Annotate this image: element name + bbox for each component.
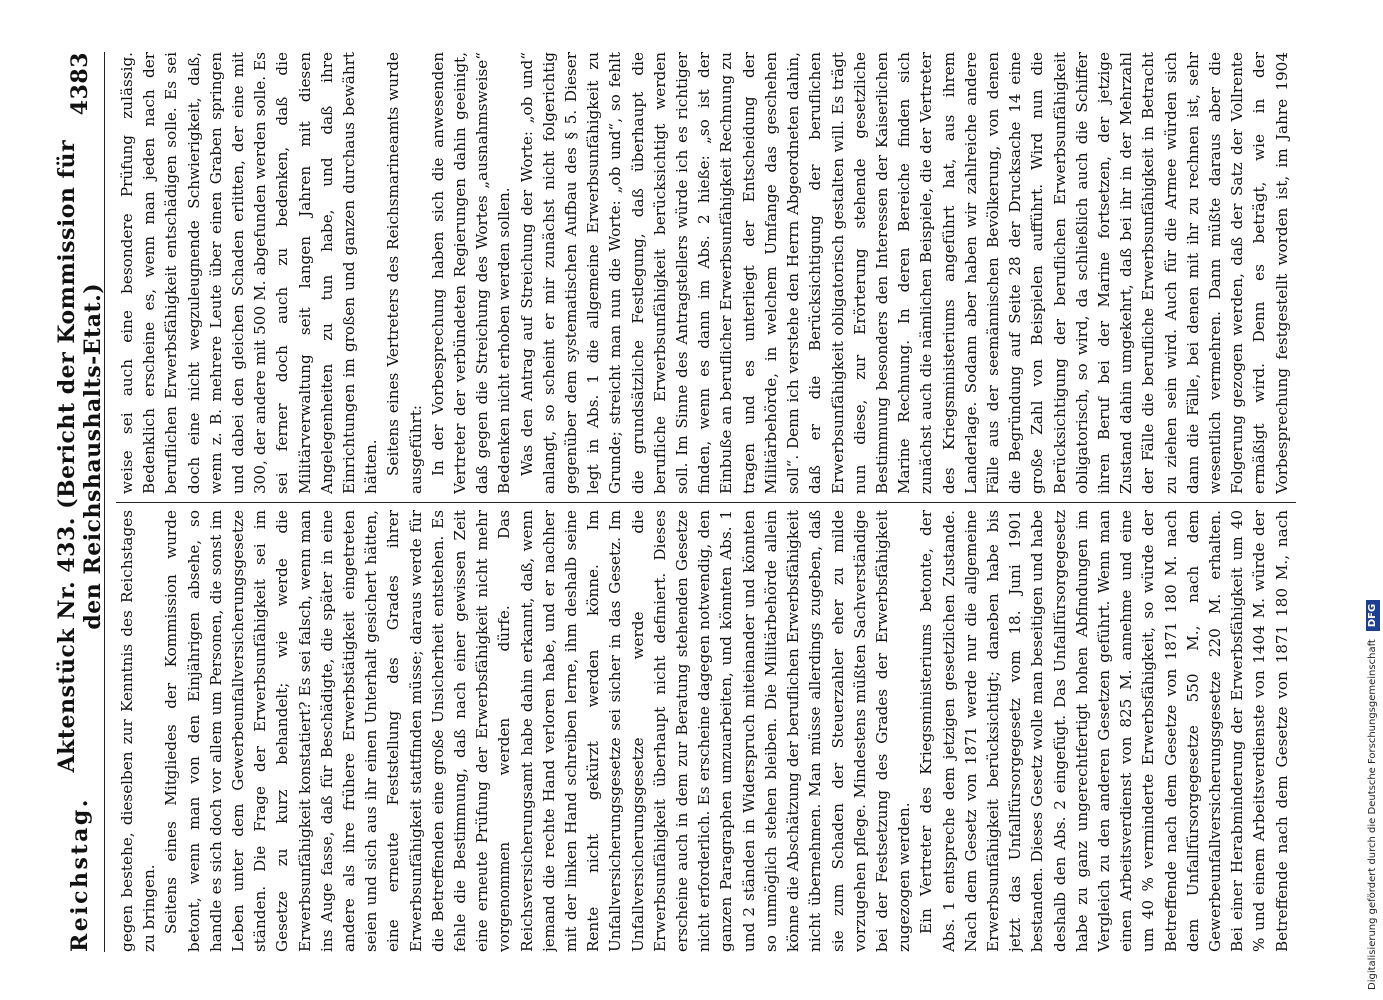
- text-columns: [116, 52, 1296, 952]
- running-head: [54, 52, 106, 952]
- credit-line: [1366, 10, 1380, 990]
- page-content: [54, 52, 1308, 952]
- page-number: 4383: [67, 52, 93, 116]
- paragraph: Seitens eines Vertreters des Reichsmarineamts wurde ausgeführt:: [384, 52, 425, 494]
- paragraph: Seitens eines Mitgliedes der Kommission wurde betont, wenn man von den Einjährigen absehe, so handle es sich doch vor allem um Personen, die sonst im Leben unter dem Gewerbeunfallversicherungsgesetze ständen. Die Frage der Erwerbsunfähigkeit sei im Gesetze zu kurz behandelt; wie werde die Erwerbsunfähigkeit konstatiert? Es sei falsch, wenn man ins Auge fasse, daß für Beschädigte, die später in eine andere als ihre frühere Erwerbstätigkeit eingetreten seien und sich aus ihr einen Unterhalt gesichert hätten, eine erneute Feststellung des Grades ihrer Erwerbsunfähigkeit stattfinden müsse; daraus werde für die Betreffenden eine große Unsicherheit entstehen. Es fehle die Bestimmung, daß nach einer gewissen Zeit eine erneute Prüfung der Erwerbsfähigkeit nicht mehr vorgenommen werden dürfe. Das Reichsversicherungsamt habe dahin erkannt, daß, wenn jemand die rechte Hand verloren habe, und er nachher mit der linken Hand schreiben lerne, ihm deshalb seine Rente nicht gekürzt werden könne. Im Unfallversicherungsgesetze sei sicher in das Gesetz. Im Unfallversicherungsgesetze werde die Erwerbsunfähigkeit überhaupt nicht definiert. Dieses erscheine auch in dem zur Beratung stehenden Gesetze nicht erforderlich. Es erscheine dagegen notwendig, den ganzen Paragraphen umzuarbeiten, und könnten Abs. 1 und 2 ständen in Widerspruch miteinander und könnten so unmöglich stehen bleiben. Die Militärbehörde allein könne die Abschätzung der beruflichen Erwerbsfähigkeit nicht übernehmen. Man müsse allerdings zugeben, daß sie zum Schaden der Steuerzahler eher zu milde vorzugehen pflege. Mindestens müßten Sachverständige bei der Festsetzung des Grades der Erwerbsfähigkeit zugezogen werden.: [162, 510, 914, 952]
- paragraph: In der Vorbesprechung haben sich die anwesenden Vertreter der verbündeten Regierungen dahin geeinigt, daß gegen die Streichung des Wortes „ausnahmsweise“ Bedenken nicht erhoben werden sollen.: [428, 52, 514, 494]
- paragraph: Ein Vertreter des Kriegsministeriums betonte, der Abs. 1 entspreche dem jetzigen gesetzlichen Zustande. Nach dem Gesetz von 1871 werde nur die allgemeine Erwerbsunfähigkeit berücksichtigt; daneben habe bis jetzt das Unfallfürsorgegesetz vom 18. Juni 1901 bestanden. Dieses Gesetz wolle man beseitigen und habe deshalb den Abs. 2 eingefügt. Das Unfallfürsorgegesetz habe zu ganz ungerechtfertigt hohen Abfindungen im Vergleich zu den anderen Gesetzen geführt. Wenn man einen Arbeitsverdienst von 825 M. annehme und eine um 40 % verminderte Erwerbsfähigkeit, so würde der Betreffende nach dem Gesetze von 1871 180 M. nach dem Unfallfürsorgegesetze 550 M., nach dem Gewerbeunfallversicherungsgesetze 220 M. erhalten. Bei einer Herabminderung der Erwerbsfähigkeit um 40 % und einem Arbeitsverdienste von 1404 M. würde der Betreffende nach dem Gesetze von 1871 180 M., nach: [917, 510, 1291, 952]
- digitization-credit-bar: [1366, 10, 1380, 990]
- column-divider: [116, 494, 1296, 510]
- paragraph: Was den Antrag auf Streichung der Worte: „ob und“ anlangt, so scheint er mir zunächst nicht folgerichtig gegenüber dem systematischen Aufbau des § 5. Dieser legt in Abs. 1 die allgemeine Erwerbsunfähigkeit zu Grunde; streicht man nun die Worte: „ob und“, so fehlt die grundsätzliche Festlegung, daß überhaupt die berufliche Erwerbsunfähigkeit berücksichtigt werden soll. Im Sinne des Antragstellers würde ich es richtiger finden, wenn es dann im Abs. 2 hieße: „so ist der Einbuße an beruflicher Erwerbsunfähigkeit Rechnung zu tragen und es unterliegt der Entscheidung der Militärbehörde, in welchem Umfange das geschehen soll“. Denn ich verstehe den Herrn Abgeordneten dahin, daß er die Berücksichtigung der beruflichen Erwerbsunfähigkeit obligatorisch gestalten will. Es trägt nun diese, zur Erörterung stehende gesetzliche Bestimmung besonders den Interessen der Kaiserlichen Marine Rechnung. In deren Bereiche finden sich zunächst auch die nämlichen Beispiele, die der Vertreter des Kriegsministeriums angeführt hat, aus ihrem Landerlage. Sodann aber haben wir zahlreiche andere Fälle aus der seemännischen Bevölkerung, von denen die Begründung auf Seite 28 der Drucksache 14 eine große Zahl von Beispielen aufführt. Wird nun die Berücksichtigung der beruflichen Erwerbsunfähigkeit obligatorisch, so wird, da schließlich auch die Schiffer ihren Beruf bei der Marine fortsetzen, der jetzige Zustand dahin umgekehrt, daß bei ihr in der Mehrzahl der Fälle die berufliche Erwerbsunfähigkeit in Betracht zu ziehen sein wird. Auch für die Armee würden sich dann die Fälle, bei denen mit ihr zu rechnen ist, sehr wesentlich vermehren. Dann müßte daraus aber die Folgerung gezogen werden, daß der Satz der Vollrente ermäßigt wird. Denn es beträgt, wie in der Vorbesprechung festgestellt worden ist, im Jahre 1904: [517, 52, 1291, 494]
- paragraph: weise sei auch eine besondere Prüfung zulässig. Bedenklich erscheine es, wenn man jeden nach der beruflichen Erwerbsfähigkeit entschädigen solle. Es sei doch eine nicht wegzuleugnende Schwierigkeit, daß, wenn z. B. mehrere Leute über einen Graben springen und dabei den gleichen Schaden erlitten, der eine mit 300, der andere mit 500 M. abgefunden werden solle. Es sei ferner doch auch zu bedenken, daß die Militärverwaltung seit langen Jahren mit diesen Angelegenheiten zu tun habe, und daß ihre Einrichtungen im großen und ganzen durchaus bewährt hätten.: [118, 52, 381, 494]
- dfg-logo: DFG: [1366, 600, 1380, 631]
- left-column: [116, 510, 1296, 952]
- paragraph: gegen bestehe, dieselben zur Kenntnis des Reichstages zu bringen.: [118, 510, 159, 952]
- credit-text: Digitalisierung gefördert durch die Deutsche Forschungsgemeinschaft: [1367, 639, 1378, 990]
- right-column: [116, 52, 1296, 494]
- header-left: Reichstag.: [67, 797, 93, 952]
- header-rule: [104, 52, 105, 952]
- header-title: Aktenstück Nr. 433. (Bericht der Kommission für den Reichshaushalts-Etat.): [54, 139, 106, 773]
